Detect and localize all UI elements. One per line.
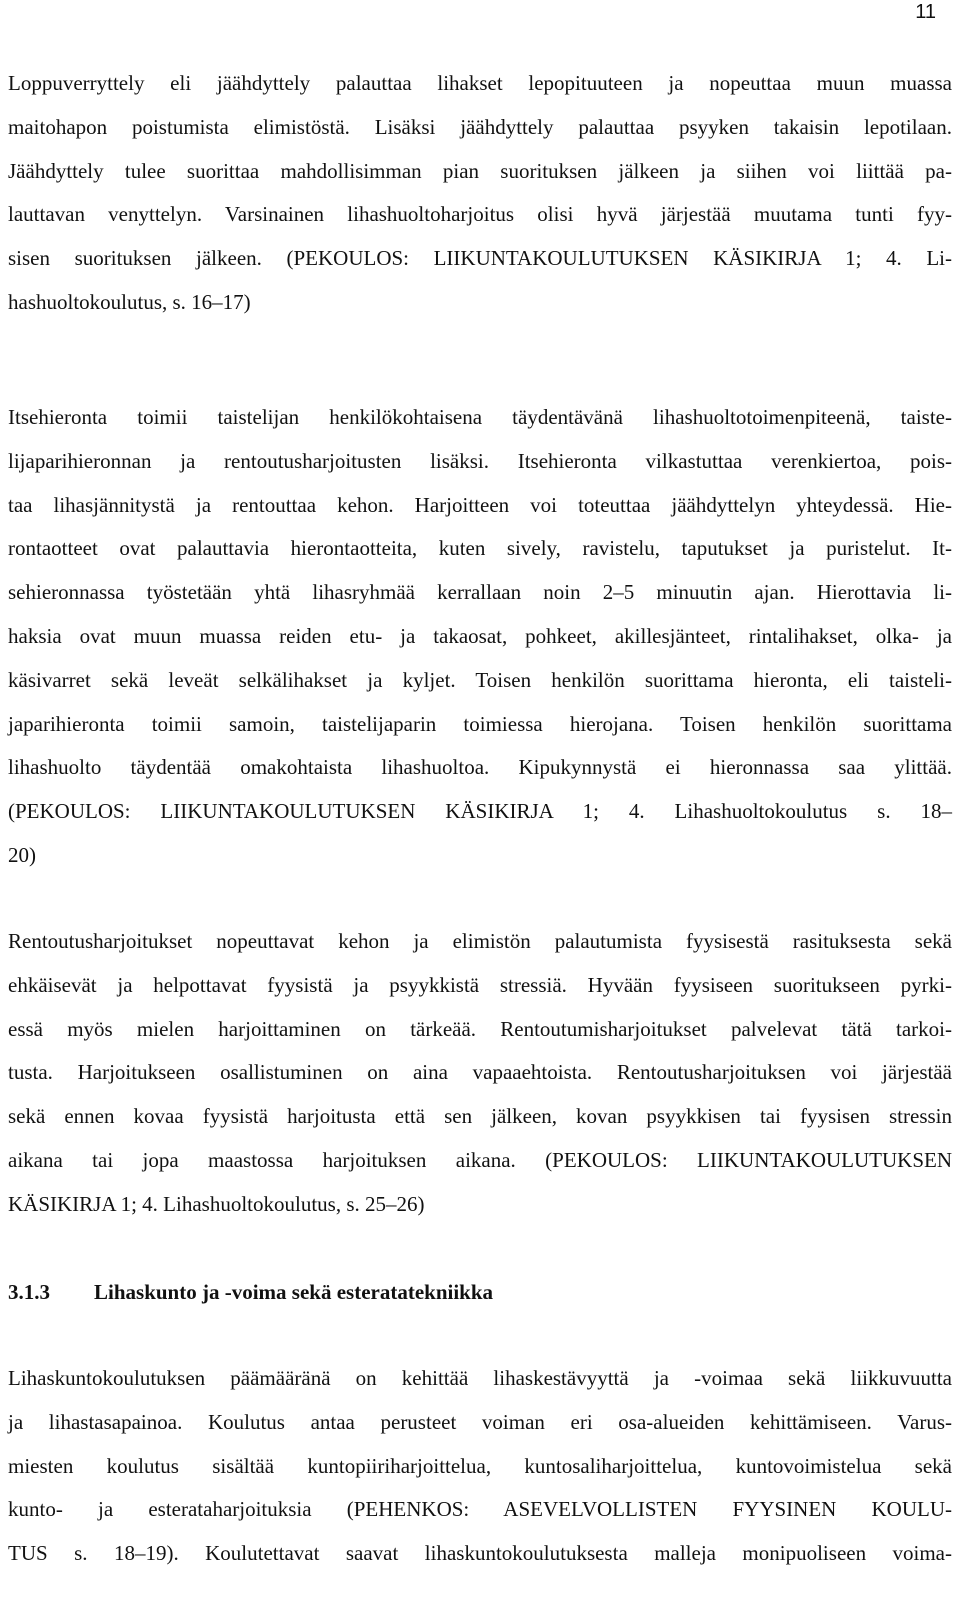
text-line: Jäähdyttely tulee suorittaa mahdollisimman pian suorituksen jälkeen ja siihen voi liittää pa- bbox=[8, 158, 952, 183]
text-line: lihashuolto täydentää omakohtaista lihashuoltoa. Kipukynnystä ei hieronnassa saa ylittää. bbox=[8, 755, 952, 780]
text-line: kunto- ja esterataharjoituksia (PEHENKOS: ASEVELVOLLISTEN FYYSINEN KOULU- bbox=[8, 1497, 952, 1522]
page-number: 11 bbox=[915, 1, 936, 23]
text-line: Rentoutusharjoitukset nopeuttavat kehon ja elimistön palautumista fyysisestä rasituksesta sekä bbox=[8, 929, 952, 953]
text-line: 20) bbox=[8, 842, 36, 867]
text-line: TUS s. 18–19). Koulutettavat saavat lihaskuntokoulutuksesta malleja monipuoliseen voima- bbox=[8, 1541, 952, 1566]
text-line: tusta. Harjoitukseen osallistuminen on aina vapaaehtoista. Rentoutusharjoituksen voi järjestää bbox=[8, 1060, 952, 1085]
paragraph-cooldown bbox=[8, 62, 952, 325]
section-title: Lihaskunto ja -voima sekä esteratatekniikka bbox=[94, 1280, 494, 1304]
text-line: hashuoltokoulutus, s. 16–17) bbox=[8, 289, 251, 314]
text-line: (PEKOULOS: LIIKUNTAKOULUTUKSEN KÄSIKIRJA 1; 4. Lihashuoltokoulutus s. 18– bbox=[8, 799, 952, 824]
text-line: sehieronnassa työstetään yhtä lihasryhmää kerrallaan noin 2–5 minuutin ajan. Hierottavia li- bbox=[8, 580, 952, 605]
text-line: käsivarret sekä leveät selkälihakset ja kyljet. Toisen henkilön suorittama hieronta, eli taisteli- bbox=[8, 667, 952, 692]
text-line: Itsehieronta toimii taistelijan henkilökohtaisena täydentävänä lihashuoltotoimenpiteenä, taiste- bbox=[8, 405, 952, 429]
text-line: lauttavan venyttelyn. Varsinainen lihashuoltoharjoitus olisi hyvä järjestää muutama tunti fyy- bbox=[8, 202, 952, 227]
text-line: lijaparihieronnan ja rentoutusharjoitusten lisäksi. Itsehieronta vilkastuttaa verenkiertoa, pois- bbox=[8, 448, 952, 473]
text-line: japarihieronta toimii samoin, taistelijaparin toimiessa hierojana. Toisen henkilön suorittama bbox=[8, 711, 952, 736]
text-line: aikana tai jopa maastossa harjoituksen aikana. (PEKOULOS: LIIKUNTAKOULUTUKSEN bbox=[8, 1147, 952, 1172]
section-number: 3.1.3 bbox=[8, 1280, 50, 1304]
text-line: ehkäisevät ja helpottavat fyysistä ja psyykkistä stressiä. Hyvään fyysiseen suoritukseen pyrki- bbox=[8, 972, 952, 997]
paragraph-self-massage bbox=[8, 396, 952, 878]
text-line: rontaotteet ovat palauttavia hierontaotteita, kuten sively, ravistelu, taputukset ja puristelut. It- bbox=[8, 536, 952, 561]
paragraph-relaxation bbox=[8, 920, 952, 1227]
text-line: haksia ovat muun muassa reiden etu- ja takaosat, pohkeet, akillesjänteet, rintalihakset, olka- ja bbox=[8, 623, 952, 648]
text-line: maitohapon poistumista elimistöstä. Lisäksi jäähdyttely palauttaa psyyken takaisin lepotilaan. bbox=[8, 114, 952, 139]
section-heading bbox=[8, 1272, 493, 1312]
text-line: Loppuverryttely eli jäähdyttely palauttaa lihakset lepopituuteen ja nopeuttaa muun muassa bbox=[8, 71, 952, 95]
text-line: sekä ennen kovaa fyysistä harjoitusta että sen jälkeen, kovan psyykkisen tai fyysisen stressin bbox=[8, 1104, 952, 1129]
text-line: ja lihastasapainoa. Koulutus antaa perusteet voiman eri osa-alueiden kehittämiseen. Varus- bbox=[8, 1409, 952, 1434]
text-line: KÄSIKIRJA 1; 4. Lihashuoltokoulutus, s. 25–26) bbox=[8, 1191, 425, 1216]
text-line: miesten koulutus sisältää kuntopiiriharjoittelua, kuntosaliharjoittelua, kuntovoimistelua sekä bbox=[8, 1453, 952, 1478]
text-line: sisen suorituksen jälkeen. (PEKOULOS: LIIKUNTAKOULUTUKSEN KÄSIKIRJA 1; 4. Li- bbox=[8, 246, 952, 271]
text-line: essä myös mielen harjoittaminen on tärkeää. Rentoutumisharjoitukset palvelevat tätä tarkoi- bbox=[8, 1016, 952, 1041]
text-line: taa lihasjännitystä ja rentouttaa kehon. Harjoitteen voi toteuttaa jäähdyttelyn yhteydessä. Hie- bbox=[8, 492, 952, 517]
text-line: Lihaskuntokoulutuksen päämääränä on kehittää lihaskestävyyttä ja -voimaa sekä liikkuvuutta bbox=[8, 1366, 952, 1390]
paragraph-strength bbox=[8, 1357, 952, 1576]
